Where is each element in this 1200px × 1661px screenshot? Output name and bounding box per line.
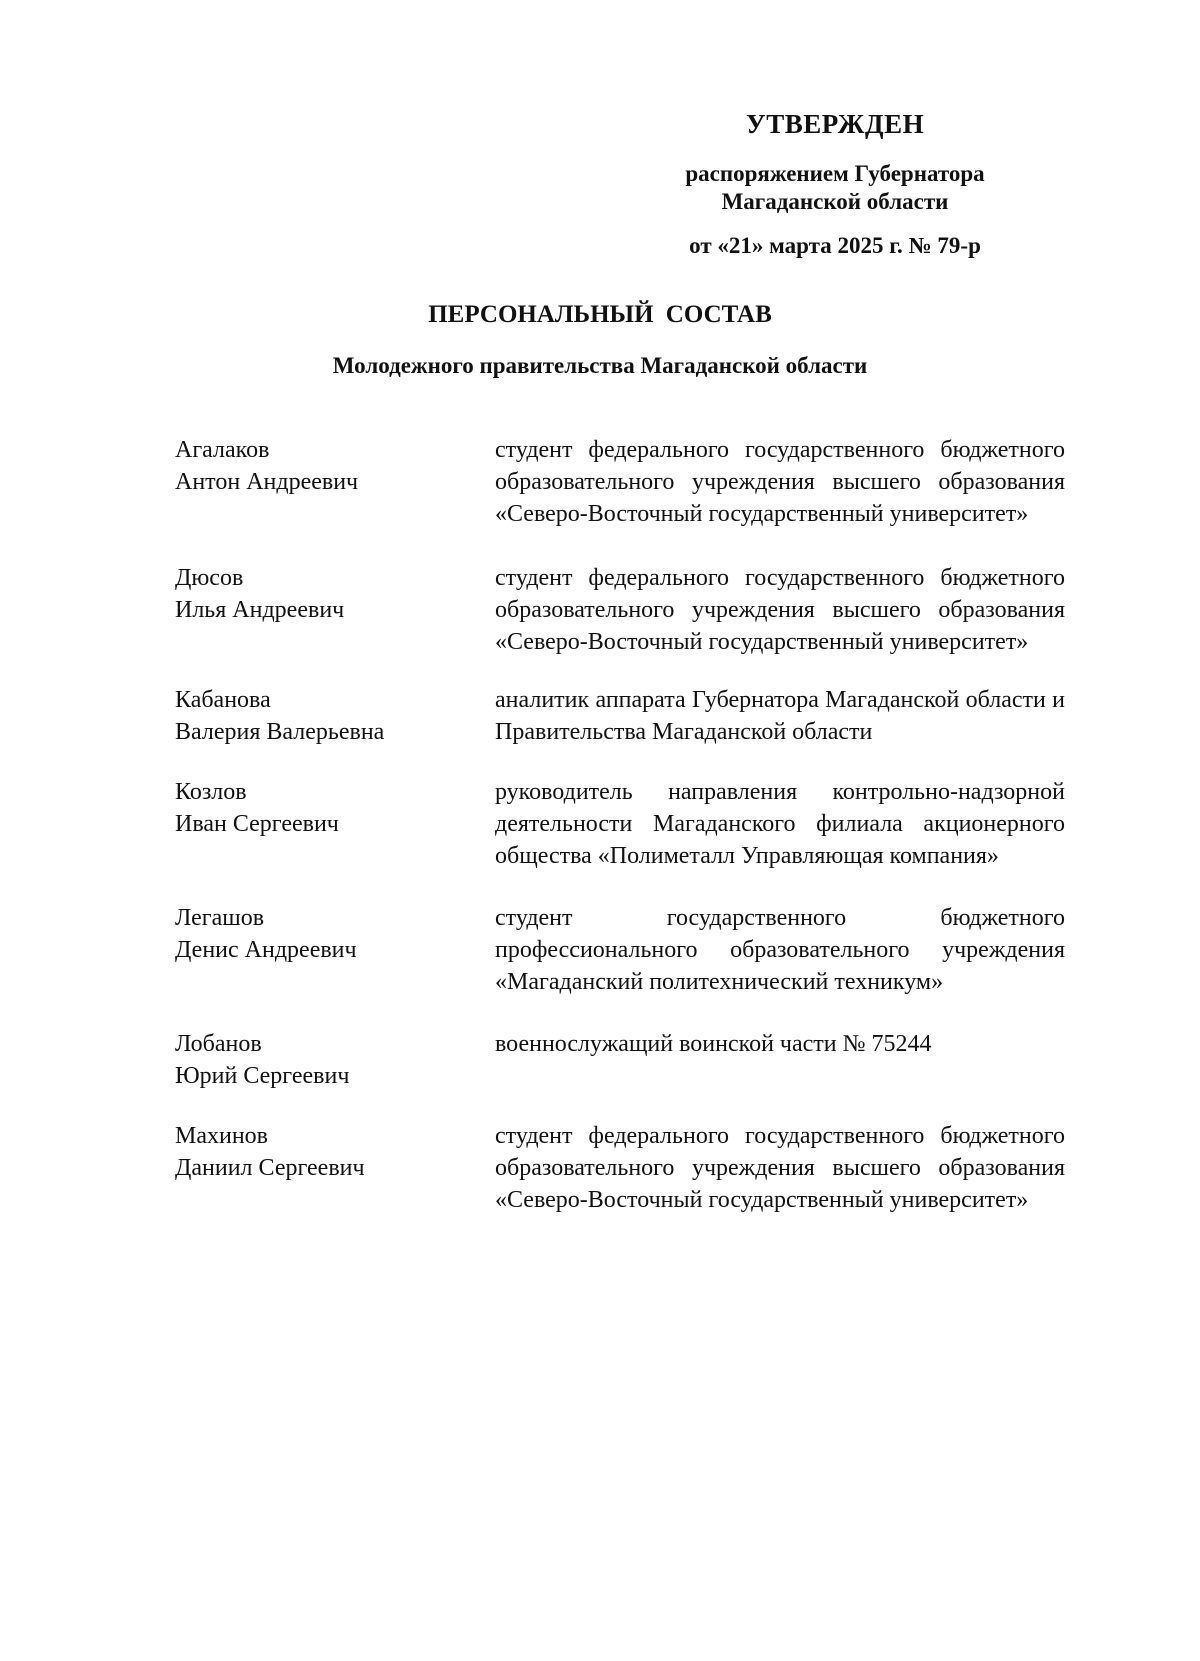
member-name xyxy=(175,776,495,872)
member-position: студент федерального государственного бюджетного образовательного учреждения высшего образования «Северо-Восточный государственный университет» xyxy=(495,1123,1065,1213)
approval-stamp-block xyxy=(640,108,1030,260)
member-entry xyxy=(175,434,1065,530)
member-surname: Махинов xyxy=(175,1123,269,1149)
member-given-names: Антон Андреевич xyxy=(175,469,359,495)
member-surname: Лобанов xyxy=(175,1031,262,1057)
member-given-names: Валерия Валерьевна xyxy=(175,719,385,745)
member-given-names: Иван Сергеевич xyxy=(175,811,339,837)
document-title-block xyxy=(0,300,1200,380)
member-surname: Кабанова xyxy=(175,687,271,713)
member-position: военнослужащий воинской части № 75244 xyxy=(495,1031,932,1057)
approval-date-number: от «21» марта 2025 г. № 79-р xyxy=(689,233,981,258)
member-surname: Дюсов xyxy=(175,565,244,591)
approval-order-line: распоряжением Губернатора xyxy=(685,161,985,186)
member-given-names: Юрий Сергеевич xyxy=(175,1063,350,1089)
member-position: руководитель направления контрольно-надзорной деятельности Магаданского филиала акционерного общества «Полиметалл Управляющая компания» xyxy=(495,779,1065,869)
member-name xyxy=(175,902,495,998)
member-entry xyxy=(175,1028,1065,1092)
document-title: ПЕРСОНАЛЬНЫЙ СОСТАВ xyxy=(428,301,772,328)
member-name xyxy=(175,1120,495,1216)
member-name xyxy=(175,684,495,748)
member-entry xyxy=(175,1120,1065,1216)
member-given-names: Денис Андреевич xyxy=(175,937,357,963)
member-surname: Легашов xyxy=(175,905,265,931)
member-given-names: Даниил Сергеевич xyxy=(175,1155,365,1181)
member-position: аналитик аппарата Губернатора Магаданской области и Правительства Магаданской области xyxy=(495,687,1065,745)
member-surname: Агалаков xyxy=(175,437,270,463)
member-entry xyxy=(175,776,1065,872)
member-position: студент федерального государственного бюджетного образовательного учреждения высшего образования «Северо-Восточный государственный университет» xyxy=(495,565,1065,655)
member-given-names: Илья Андреевич xyxy=(175,597,345,623)
approval-region-line: Магаданской области xyxy=(721,189,949,214)
member-surname: Козлов xyxy=(175,779,247,805)
member-position: студент государственного бюджетного профессионального образовательного учреждения «Магаданский политехнический техникум» xyxy=(495,905,1065,995)
member-name xyxy=(175,434,495,530)
member-name xyxy=(175,562,495,658)
document-subtitle: Молодежного правительства Магаданской области xyxy=(332,353,868,378)
member-entry xyxy=(175,902,1065,998)
member-name xyxy=(175,1028,495,1092)
member-position: студент федерального государственного бюджетного образовательного учреждения высшего образования «Северо-Восточный государственный университет» xyxy=(495,437,1065,527)
member-entry xyxy=(175,684,1065,748)
member-entry xyxy=(175,562,1065,658)
member-list xyxy=(175,434,1065,1216)
approved-heading: УТВЕРЖДЕН xyxy=(745,109,925,139)
